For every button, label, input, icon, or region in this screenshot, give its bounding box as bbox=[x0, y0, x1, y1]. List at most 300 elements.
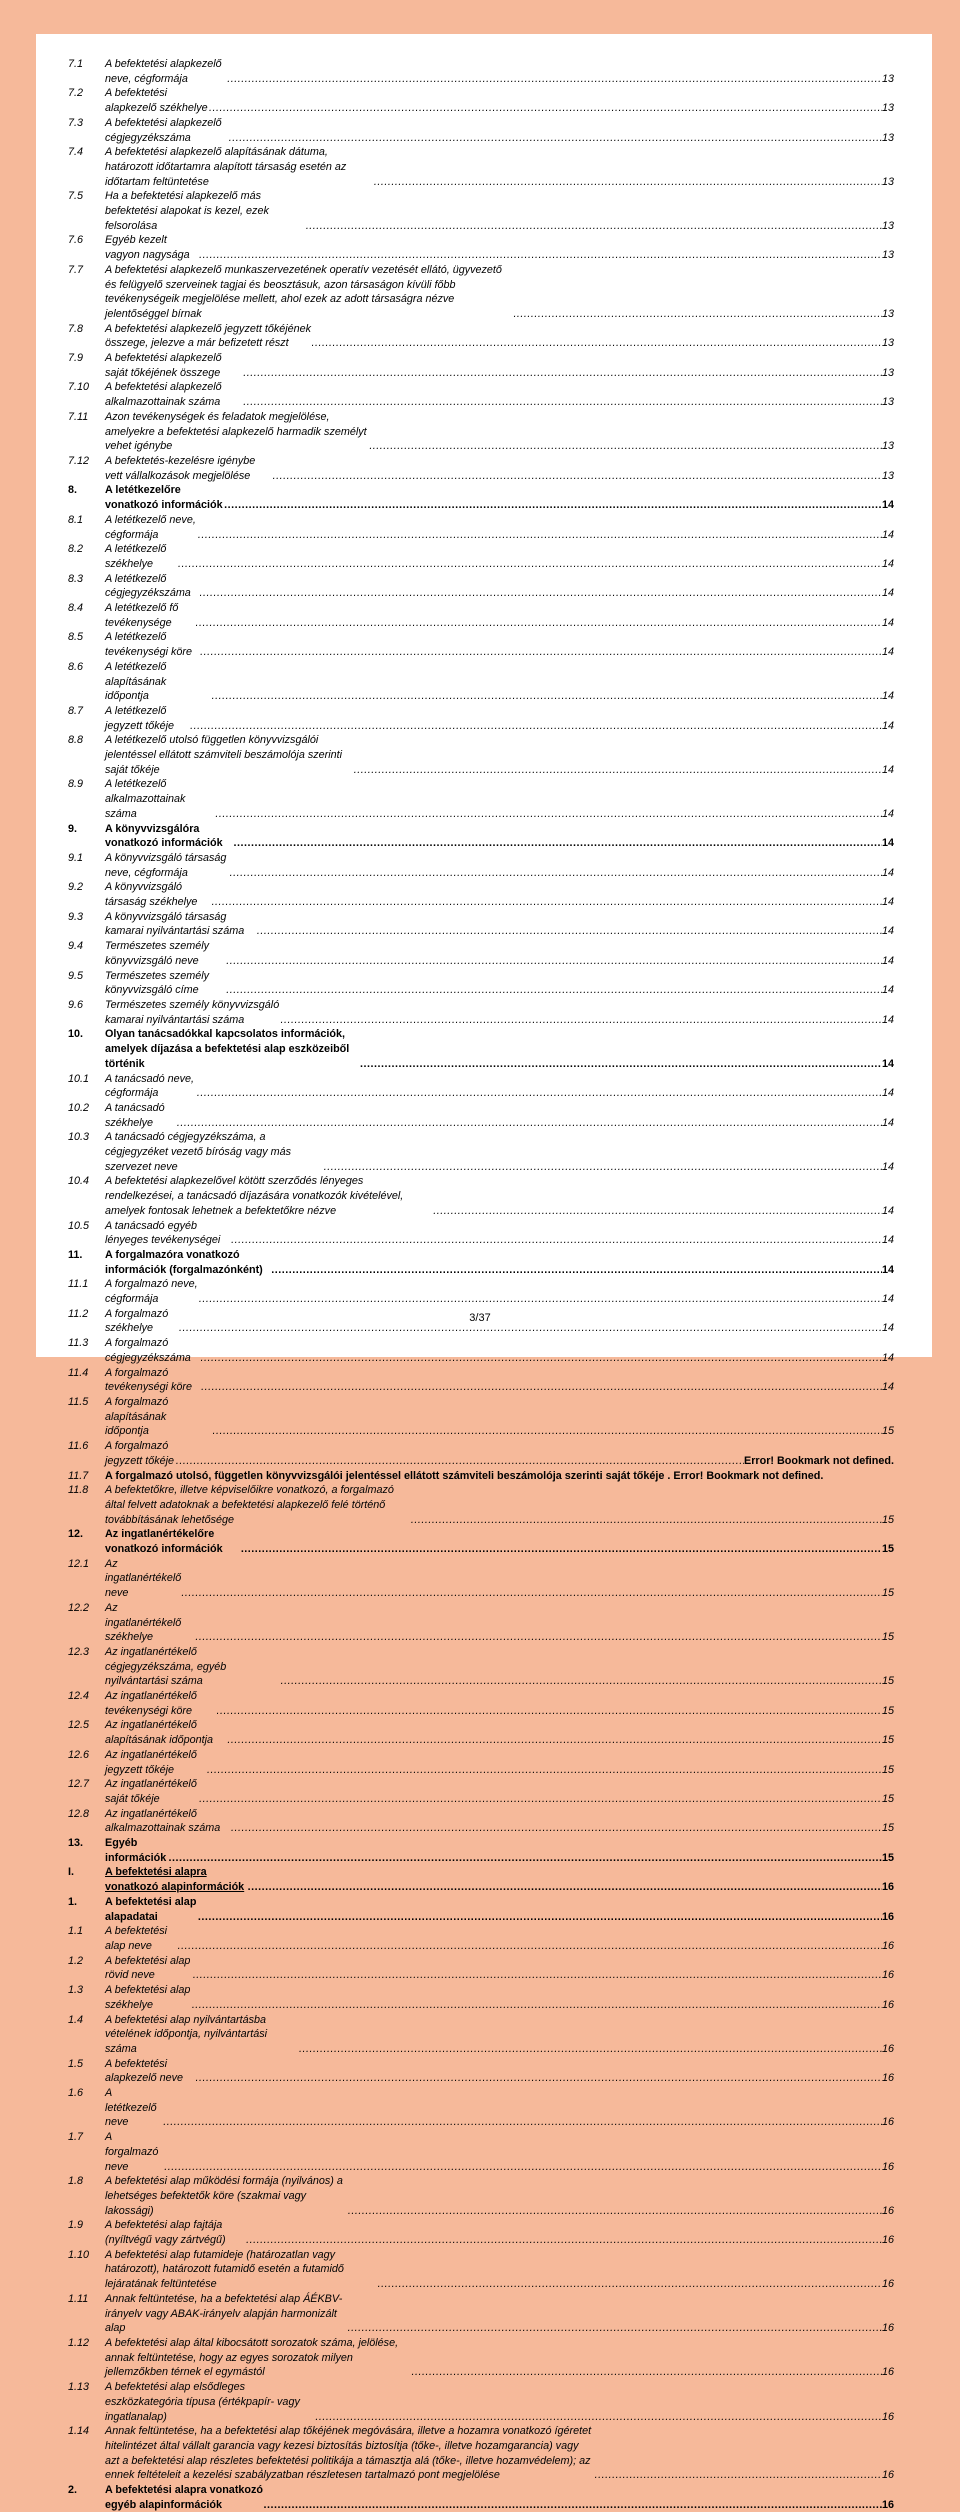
toc-entry[interactable] bbox=[68, 263, 894, 322]
toc-entry-title: Ha a befektetési alapkezelő más befektetési alapokat is kezel, ezek felsorolása bbox=[105, 190, 269, 232]
toc-entry-title: A letétkezelő utolsó független könyvvizsgálói jelentéssel ellátott számviteli beszámolója szerinti saját tőkéje bbox=[105, 734, 343, 776]
toc-entry[interactable] bbox=[68, 542, 894, 571]
toc-leader-dots bbox=[348, 2204, 882, 2219]
toc-leader-dots bbox=[212, 689, 882, 704]
toc-leader-dots bbox=[271, 1263, 882, 1278]
toc-entry-title: A letétkezelő tevékenységi köre bbox=[105, 631, 193, 659]
toc-entry-page: 16 bbox=[881, 2410, 894, 2423]
toc-entry-page: 14 bbox=[881, 1322, 894, 1335]
toc-entry-title: A befektetési alapkezelő székhelye bbox=[105, 87, 208, 115]
toc-entry-title: A befektetési alapkezelő alapításának dátuma, határozott időtartamra alapított társaság esetén az időtartam feltüntetése bbox=[105, 146, 347, 188]
toc-entry-number: 1.9 bbox=[68, 2219, 84, 2232]
toc-entry-number: 10. bbox=[68, 1028, 84, 1041]
toc-entry[interactable] bbox=[68, 1601, 894, 1645]
toc-entry[interactable] bbox=[68, 822, 894, 851]
toc-entry[interactable] bbox=[68, 2380, 894, 2424]
toc-entry-title: A befektetési alap alapadatai bbox=[105, 1895, 197, 1923]
toc-entry-page: 16 bbox=[881, 1998, 894, 2011]
toc-leader-dots bbox=[224, 498, 882, 513]
toc-entry-number: 10.3 bbox=[68, 1131, 90, 1144]
toc-entry-number: 8.4 bbox=[68, 602, 84, 615]
toc-entry-page: 13 bbox=[881, 337, 894, 350]
toc-entry-page: 16 bbox=[881, 2042, 894, 2055]
toc-entry[interactable] bbox=[68, 351, 894, 380]
toc-entry[interactable] bbox=[68, 380, 894, 409]
toc-entry-page: 13 bbox=[881, 249, 894, 262]
toc-entry[interactable] bbox=[68, 1395, 894, 1439]
toc-entry[interactable] bbox=[68, 233, 894, 262]
toc-entry-title: Az ingatlanértékelő alkalmazottainak száma bbox=[105, 1807, 221, 1835]
toc-entry[interactable] bbox=[68, 116, 894, 145]
toc-leader-dots bbox=[192, 1998, 882, 2013]
toc-entry-title: A forgalmazó neve, cégformája bbox=[105, 1278, 198, 1306]
toc-entry[interactable] bbox=[68, 1954, 894, 1983]
toc-leader-dots bbox=[200, 645, 882, 660]
toc-leader-dots bbox=[312, 336, 882, 351]
toc-entry[interactable] bbox=[68, 1439, 894, 1468]
toc-entry-title: A könyvvizsgáló társaság kamarai nyilvántartási száma bbox=[105, 910, 245, 938]
toc-leader-dots bbox=[199, 1792, 882, 1807]
toc-entry-number: 12.6 bbox=[68, 1748, 90, 1761]
toc-entry[interactable] bbox=[68, 2248, 894, 2292]
toc-entry-number: 7.2 bbox=[68, 87, 84, 100]
toc-entry-number: 12. bbox=[68, 1528, 84, 1541]
toc-leader-dots bbox=[248, 1880, 882, 1895]
toc-entry-number: 8.3 bbox=[68, 572, 84, 585]
toc-leader-dots bbox=[196, 2071, 882, 2086]
toc-entry-page: 16 bbox=[881, 1910, 894, 1923]
toc-entry-title: A tanácsadó székhelye bbox=[105, 1101, 165, 1129]
toc-entry[interactable] bbox=[68, 1983, 894, 2012]
toc-leader-dots bbox=[226, 983, 882, 998]
toc-leader-dots bbox=[178, 1939, 882, 1954]
toc-entry-page: 16 bbox=[881, 2498, 894, 2511]
toc-entry[interactable] bbox=[68, 513, 894, 542]
toc-entry[interactable] bbox=[68, 1807, 894, 1836]
toc-entry-number: 1.1 bbox=[68, 1925, 84, 1938]
toc-entry-number: 7.4 bbox=[68, 146, 84, 159]
toc-entry[interactable] bbox=[68, 1689, 894, 1718]
toc-entry-page: 14 bbox=[881, 528, 894, 541]
toc-entry-title: A befektetési alap nyilvántartásba vételének időpontja, nyilvántartási száma bbox=[105, 2013, 268, 2055]
toc-leader-dots bbox=[243, 395, 882, 410]
toc-entry-page: 15 bbox=[881, 1851, 894, 1864]
toc-leader-dots bbox=[227, 72, 882, 87]
toc-leader-dots bbox=[199, 1292, 882, 1307]
toc-entry-page: 16 bbox=[881, 2204, 894, 2217]
toc-leader-dots bbox=[207, 1763, 882, 1778]
toc-entry-number: 9.3 bbox=[68, 910, 84, 923]
toc-entry-title: A befektetési alap által kibocsátott sorozatok száma, jelölése, annak feltüntetése, hogy az egyes sorozatok milyen jellemzőkben térnek el egymástól bbox=[105, 2336, 399, 2379]
toc-entry[interactable] bbox=[68, 1101, 894, 1130]
toc-entry-number: 8. bbox=[68, 484, 78, 497]
toc-entry-page: 14 bbox=[881, 499, 894, 512]
toc-entry-page: 14 bbox=[881, 896, 894, 909]
toc-entry[interactable] bbox=[68, 2086, 894, 2130]
toc-entry-page: 15 bbox=[881, 1425, 894, 1438]
toc-entry[interactable] bbox=[68, 1483, 894, 1527]
toc-entry[interactable] bbox=[68, 1072, 894, 1101]
toc-entry-page: 13 bbox=[881, 219, 894, 232]
toc-entry-number: 13. bbox=[68, 1837, 84, 1850]
toc-entry-title: A befektetőkre, illetve képviselőikre vonatkozó, a forgalmazó által felvett adatoknak a befektetési alapkezelő felé történő továbbításának lehetősége bbox=[105, 1484, 394, 1526]
toc-entry-title: Az ingatlanértékelő tevékenységi köre bbox=[105, 1690, 197, 1717]
toc-entry-page: Error! Bookmark not defined. bbox=[744, 1454, 894, 1467]
toc-entry[interactable] bbox=[68, 1865, 894, 1894]
toc-leader-dots bbox=[246, 2233, 882, 2248]
toc-leader-dots bbox=[360, 1057, 882, 1072]
toc-entry-title: A forgalmazó utolsó, független könyvvizsgálói jelentéssel ellátott számviteli beszámolója szerinti saját tőkéje . Error! Bookmark not defined. bbox=[105, 1469, 824, 1482]
toc-entry-number: 9. bbox=[68, 822, 78, 835]
toc-entry-title: A letétkezelő neve, cégformája bbox=[105, 513, 196, 541]
toc-entry-title: A könyvvizsgáló társaság neve, cégformája bbox=[105, 851, 227, 879]
toc-entry-page: 14 bbox=[881, 1087, 894, 1100]
toc-entry-title: A befektetési alapkezelő neve bbox=[105, 2057, 184, 2085]
toc-leader-dots bbox=[181, 1586, 882, 1601]
toc-entry-number: 1.7 bbox=[68, 2131, 84, 2144]
toc-entry[interactable] bbox=[68, 777, 894, 821]
toc-leader-dots bbox=[513, 307, 882, 322]
toc-leader-dots bbox=[411, 1513, 882, 1528]
toc-entry-number: 8.1 bbox=[68, 513, 84, 526]
toc-entry[interactable] bbox=[68, 1277, 894, 1306]
toc-entry-page: 13 bbox=[881, 102, 894, 115]
toc-entry-number: 1.4 bbox=[68, 2013, 84, 2026]
toc-entry-number: 7.3 bbox=[68, 116, 84, 129]
toc-leader-dots bbox=[229, 131, 882, 146]
toc-entry-number: 9.2 bbox=[68, 881, 84, 894]
toc-entry-title: A befektetési alapkezelő saját tőkéjének összege bbox=[105, 352, 222, 379]
toc-entry-page: 14 bbox=[881, 719, 894, 732]
toc-leader-dots bbox=[196, 616, 882, 631]
toc-entry-title: Egyéb információk bbox=[105, 1837, 167, 1864]
toc-entry-page: 13 bbox=[881, 469, 894, 482]
toc-leader-dots bbox=[411, 2365, 882, 2380]
toc-entry[interactable] bbox=[68, 1836, 894, 1865]
toc-entry-page: 14 bbox=[881, 763, 894, 776]
toc-leader-dots bbox=[226, 954, 882, 969]
toc-entry[interactable] bbox=[68, 2057, 894, 2086]
toc-entry[interactable] bbox=[68, 1469, 894, 1484]
toc-entry[interactable] bbox=[68, 1527, 894, 1556]
toc-entry-number: 7.12 bbox=[68, 454, 90, 467]
toc-leader-dots bbox=[176, 1454, 744, 1469]
toc-entry-title: A befektetési alap rövid neve bbox=[105, 1954, 191, 1982]
toc-entry-page: 15 bbox=[881, 1543, 894, 1556]
toc-entry-number: 1.2 bbox=[68, 1954, 84, 1967]
toc-entry-number: 7.5 bbox=[68, 190, 84, 203]
toc-leader-dots bbox=[198, 528, 882, 543]
toc-entry-title: A befektetési alap elsődleges eszközkategória típusa (értékpapír- vagy ingatlanalap) bbox=[105, 2381, 300, 2423]
toc-entry-page: 15 bbox=[881, 1822, 894, 1835]
toc-leader-dots bbox=[164, 2160, 882, 2175]
toc-entry[interactable] bbox=[68, 998, 894, 1027]
toc-entry[interactable] bbox=[68, 2336, 894, 2380]
toc-leader-dots bbox=[231, 1821, 882, 1836]
toc-entry-title: A befektetési alapra vonatkozó egyéb alapinformációk bbox=[105, 2484, 264, 2511]
toc-entry-number: 7.7 bbox=[68, 263, 84, 276]
toc-entry-title: A letétkezelő jegyzett tőkéje bbox=[105, 704, 175, 732]
toc-entry-page: 14 bbox=[881, 866, 894, 879]
toc-entry[interactable] bbox=[68, 454, 894, 483]
toc-entry-page: 16 bbox=[881, 2278, 894, 2291]
toc-entry[interactable] bbox=[68, 1027, 894, 1071]
toc-entry[interactable] bbox=[68, 851, 894, 880]
toc-entry-title: A befektetési alap futamideje (határozatlan vagy határozott), határozott futamidő esetén a futamidő lejáratának feltüntetése bbox=[105, 2248, 344, 2291]
toc-entry[interactable] bbox=[68, 660, 894, 704]
toc-entry[interactable] bbox=[68, 483, 894, 512]
toc-entry-page: 14 bbox=[881, 807, 894, 820]
toc-leader-dots bbox=[193, 1968, 882, 1983]
toc-entry-number: 10.4 bbox=[68, 1175, 90, 1188]
toc-entry-page: 14 bbox=[881, 837, 894, 850]
toc-leader-dots bbox=[195, 1630, 882, 1645]
toc-entry-number: 7.9 bbox=[68, 352, 84, 365]
toc-entry[interactable] bbox=[68, 2483, 894, 2512]
toc-leader-dots bbox=[231, 1233, 882, 1248]
toc-entry-title: Az ingatlanértékelő saját tőkéje bbox=[105, 1778, 197, 1805]
toc-entry[interactable] bbox=[68, 1366, 894, 1395]
toc-entry-title: Az ingatlanértékelőre vonatkozó információk bbox=[105, 1528, 223, 1556]
toc-leader-dots bbox=[595, 2468, 882, 2483]
toc-entry-page: 14 bbox=[881, 1160, 894, 1173]
toc-entry[interactable] bbox=[68, 1777, 894, 1806]
toc-entry-number: 8.9 bbox=[68, 778, 84, 791]
toc-entry-page: 14 bbox=[881, 1293, 894, 1306]
toc-leader-dots bbox=[306, 219, 882, 234]
toc-entry[interactable] bbox=[68, 1219, 894, 1248]
toc-entry-number: 11.1 bbox=[68, 1278, 89, 1291]
toc-leader-dots bbox=[234, 836, 882, 851]
toc-entry[interactable] bbox=[68, 410, 894, 454]
toc-entry[interactable] bbox=[68, 630, 894, 659]
toc-entry-title: A befektetési alapkezelő munkaszervezetének operatív vezetését ellátó, ügyvezető és felügyelő szerveinek tagjai és beosztásuk, azon társaságon kívüli főbb tevékenységeik megjelölése mellett, ahol ezek az adott társaságra nézve jelentőséggel bírnak bbox=[105, 263, 502, 320]
toc-leader-dots bbox=[169, 1851, 882, 1866]
toc-entry[interactable] bbox=[68, 704, 894, 733]
toc-entry-title: A forgalmazó jegyzett tőkéje bbox=[105, 1440, 175, 1467]
toc-entry-number: 12.7 bbox=[68, 1778, 90, 1791]
toc-entry-number: 8.5 bbox=[68, 631, 84, 644]
toc-entry-number: 10.1 bbox=[68, 1072, 90, 1085]
toc-entry-page: 16 bbox=[881, 2160, 894, 2173]
toc-entry[interactable] bbox=[68, 189, 894, 233]
toc-entry-number: 11.3 bbox=[68, 1337, 89, 1350]
toc-entry-page: 14 bbox=[881, 616, 894, 629]
toc-entry-title: Azon tevékenységek és feladatok megjelölése, amelyekre a befektetési alapkezelő harmadik személyt vehet igénybe bbox=[105, 410, 367, 453]
toc-leader-dots bbox=[378, 2277, 882, 2292]
toc-leader-dots bbox=[201, 1380, 882, 1395]
toc-entry-page: 15 bbox=[881, 1704, 894, 1717]
toc-entry[interactable] bbox=[68, 733, 894, 777]
toc-entry-page: 16 bbox=[881, 1881, 894, 1894]
toc-entry-page: 13 bbox=[881, 396, 894, 409]
toc-leader-dots bbox=[198, 1910, 882, 1925]
toc-entry-number: 12.2 bbox=[68, 1601, 90, 1614]
toc-entry-page: 13 bbox=[881, 175, 894, 188]
toc-entry-page: 16 bbox=[881, 2366, 894, 2379]
toc-entry-page: 14 bbox=[881, 984, 894, 997]
toc-entry-number: 1.5 bbox=[68, 2057, 84, 2070]
toc-entry-number: 1.12 bbox=[68, 2336, 90, 2349]
toc-leader-dots bbox=[212, 895, 882, 910]
toc-entry-number: 1.6 bbox=[68, 2087, 84, 2100]
toc-leader-dots bbox=[197, 1086, 882, 1101]
toc-entry[interactable] bbox=[68, 145, 894, 189]
toc-entry-number: 10.2 bbox=[68, 1101, 90, 1114]
toc-entry-number: 1.13 bbox=[68, 2381, 90, 2394]
toc-entry[interactable] bbox=[68, 1130, 894, 1174]
toc-entry[interactable] bbox=[68, 2130, 894, 2174]
toc-leader-dots bbox=[257, 924, 882, 939]
toc-entry[interactable] bbox=[68, 1924, 894, 1953]
toc-entry-title: A befektetési alapkezelővel kötött szerződés lényeges rendelkezései, a tanácsadó díjazására vonatkozók kivételével, amelyek fontosak lehetnek a befektetőkre nézve bbox=[105, 1175, 404, 1217]
toc-leader-dots bbox=[199, 248, 882, 263]
toc-entry-page: 14 bbox=[881, 1116, 894, 1129]
toc-entry[interactable] bbox=[68, 1645, 894, 1689]
toc-entry-page: 16 bbox=[881, 2469, 894, 2482]
toc-leader-dots bbox=[190, 719, 882, 734]
toc-entry-number: 9.6 bbox=[68, 999, 84, 1011]
toc-entry[interactable] bbox=[68, 969, 894, 998]
toc-entry-page: 14 bbox=[881, 1381, 894, 1394]
toc-entry-number: 1.3 bbox=[68, 1984, 84, 1997]
toc-entry[interactable] bbox=[68, 2424, 894, 2483]
toc-entry[interactable] bbox=[68, 2013, 894, 2057]
toc-leader-dots bbox=[241, 1542, 882, 1557]
toc-entry-number: 8.2 bbox=[68, 543, 84, 556]
toc-entry-page: 15 bbox=[881, 1513, 894, 1526]
toc-entry-page: 14 bbox=[881, 954, 894, 967]
toc-entry-page: 15 bbox=[881, 1734, 894, 1747]
toc-entry-page: 14 bbox=[881, 1234, 894, 1247]
toc-entry-page: 14 bbox=[881, 1351, 894, 1364]
toc-entry-page: 15 bbox=[881, 1792, 894, 1805]
toc-entry-page: 14 bbox=[881, 690, 894, 703]
toc-entry-page: 16 bbox=[881, 1969, 894, 1982]
toc-entry-page: 15 bbox=[881, 1763, 894, 1776]
toc-entry[interactable] bbox=[68, 57, 894, 86]
toc-entry[interactable] bbox=[68, 1248, 894, 1277]
toc-entry-number: 11.4 bbox=[68, 1366, 89, 1379]
toc-entry[interactable] bbox=[68, 910, 894, 939]
toc-entry-page: 14 bbox=[881, 557, 894, 570]
toc-entry-number: 7.6 bbox=[68, 234, 84, 247]
toc-entry[interactable] bbox=[68, 939, 894, 968]
toc-entry-title: Annak feltüntetése, ha a befektetési alap tőkéjének megóvására, illetve a hozamra vonatkozó ígéretet hitelintézet által vállalt garancia vagy kezesi biztosítás biztosítja (tőke-, illetve hozamgarancia) vagy azt a befektetési alap részletes befektetési politikája a támasztja alá (tőke-, illetve hozamvédelem); az ennek feltételeit a kezelési szabályzatban részletesen tartalmazó pont megjelölése bbox=[105, 2425, 592, 2482]
toc-entry-title: Az ingatlanértékelő székhelye bbox=[105, 1601, 182, 1644]
toc-leader-dots bbox=[281, 1674, 882, 1689]
toc-entry-number: 7.10 bbox=[68, 381, 90, 394]
toc-entry-title: A letétkezelő cégjegyzékszáma bbox=[105, 572, 191, 600]
toc-entry[interactable] bbox=[68, 2292, 894, 2336]
toc-leader-dots bbox=[273, 469, 882, 484]
toc-leader-dots bbox=[243, 366, 882, 381]
toc-entry-page: 14 bbox=[881, 1204, 894, 1217]
toc-entry-title: A befektetési alapra vonatkozó alapinformációk bbox=[105, 1866, 245, 1894]
toc-entry[interactable] bbox=[68, 601, 894, 630]
toc-leader-dots bbox=[178, 557, 882, 572]
toc-leader-dots bbox=[374, 175, 882, 190]
toc-entry[interactable] bbox=[68, 2218, 894, 2247]
toc-entry-number: 9.5 bbox=[68, 969, 84, 982]
toc-entry-page: 15 bbox=[881, 1631, 894, 1644]
toc-entry-title: A befektetési alapkezelő alkalmazottainak száma bbox=[105, 381, 222, 409]
toc-entry-page: 13 bbox=[881, 72, 894, 85]
toc-entry-number: 8.6 bbox=[68, 660, 84, 673]
toc-entry[interactable] bbox=[68, 1748, 894, 1777]
toc-entry[interactable] bbox=[68, 1557, 894, 1601]
toc-entry-number: 12.5 bbox=[68, 1719, 90, 1732]
toc-entry-number: 7.1 bbox=[68, 58, 84, 70]
toc-entry-page: 14 bbox=[881, 1013, 894, 1026]
toc-entry[interactable] bbox=[68, 2174, 894, 2218]
toc-entry[interactable] bbox=[68, 86, 894, 115]
toc-entry-title: A forgalmazó alapításának időpontja bbox=[105, 1395, 169, 1438]
toc-leader-dots bbox=[433, 1204, 882, 1219]
toc-entry[interactable] bbox=[68, 572, 894, 601]
toc-entry-number: 2. bbox=[68, 2484, 78, 2497]
toc-entry-title: A könyvvizsgáló társaság székhelye bbox=[105, 881, 198, 909]
toc-entry-title: A forgalmazó tevékenységi köre bbox=[105, 1366, 193, 1394]
toc-entry-title: Annak feltüntetése, ha a befektetési alap ÁÉKBV-irányelv vagy ABAK-irányelv alapján harmonizált alap bbox=[105, 2292, 343, 2335]
toc-entry-number: 12.4 bbox=[68, 1690, 90, 1703]
toc-entry-number: 1.8 bbox=[68, 2175, 84, 2188]
toc-entry-title: A letétkezelő neve bbox=[105, 2087, 157, 2129]
toc-entry-title: A letétkezelő fő tevékenysége bbox=[105, 602, 179, 629]
toc-leader-dots bbox=[209, 101, 882, 116]
toc-entry[interactable] bbox=[68, 1336, 894, 1365]
toc-entry-number: 1. bbox=[68, 1895, 78, 1908]
toc-entry-title: Olyan tanácsadókkal kapcsolatos információk, amelyek díjazása a befektetési alap eszközeiből történik bbox=[105, 1028, 350, 1070]
toc-entry-page: 14 bbox=[881, 1057, 894, 1070]
toc-entry-number: 8.8 bbox=[68, 734, 84, 747]
toc-leader-dots bbox=[280, 1013, 882, 1028]
toc-leader-dots bbox=[201, 1351, 882, 1366]
toc-entry-title: Az ingatlanértékelő alapításának időpontja bbox=[105, 1719, 214, 1747]
toc-entry-title: A könyvvizsgálóra vonatkozó információk bbox=[105, 822, 223, 850]
toc-entry-page: 13 bbox=[881, 366, 894, 379]
toc-entry-page: 14 bbox=[881, 587, 894, 600]
toc-entry[interactable] bbox=[68, 1174, 894, 1218]
toc-entry[interactable] bbox=[68, 1718, 894, 1747]
toc-entry[interactable] bbox=[68, 1895, 894, 1924]
toc-entry-number: 1.14 bbox=[68, 2425, 90, 2438]
table-of-contents bbox=[68, 57, 894, 2512]
toc-leader-dots bbox=[213, 1424, 882, 1439]
toc-entry-title: Természetes személy könyvvizsgáló címe bbox=[105, 969, 210, 997]
toc-entry-page: 14 bbox=[881, 646, 894, 659]
toc-leader-dots bbox=[369, 439, 882, 454]
toc-entry-number: 10.5 bbox=[68, 1219, 90, 1232]
toc-entry-title: Természetes személy könyvvizsgáló neve bbox=[105, 940, 210, 967]
toc-entry-number: 7.11 bbox=[68, 410, 89, 423]
toc-entry-number: I. bbox=[68, 1866, 74, 1879]
page-number: 3/37 bbox=[469, 1312, 491, 1324]
toc-leader-dots bbox=[177, 1116, 882, 1131]
toc-leader-dots bbox=[315, 2410, 882, 2425]
toc-entry-page: 13 bbox=[881, 440, 894, 453]
toc-entry-title: A tanácsadó egyéb lényeges tevékenységei bbox=[105, 1219, 221, 1247]
toc-entry-number: 11. bbox=[68, 1248, 83, 1261]
toc-entry-page: 14 bbox=[881, 925, 894, 938]
toc-entry-page: 15 bbox=[881, 1587, 894, 1600]
toc-leader-dots bbox=[227, 1733, 882, 1748]
toc-leader-dots bbox=[200, 586, 882, 601]
toc-entry-title: A letétkezelőre vonatkozó információk bbox=[105, 484, 223, 512]
toc-entry[interactable] bbox=[68, 322, 894, 351]
toc-entry[interactable] bbox=[68, 880, 894, 909]
toc-leader-dots bbox=[263, 2498, 882, 2512]
